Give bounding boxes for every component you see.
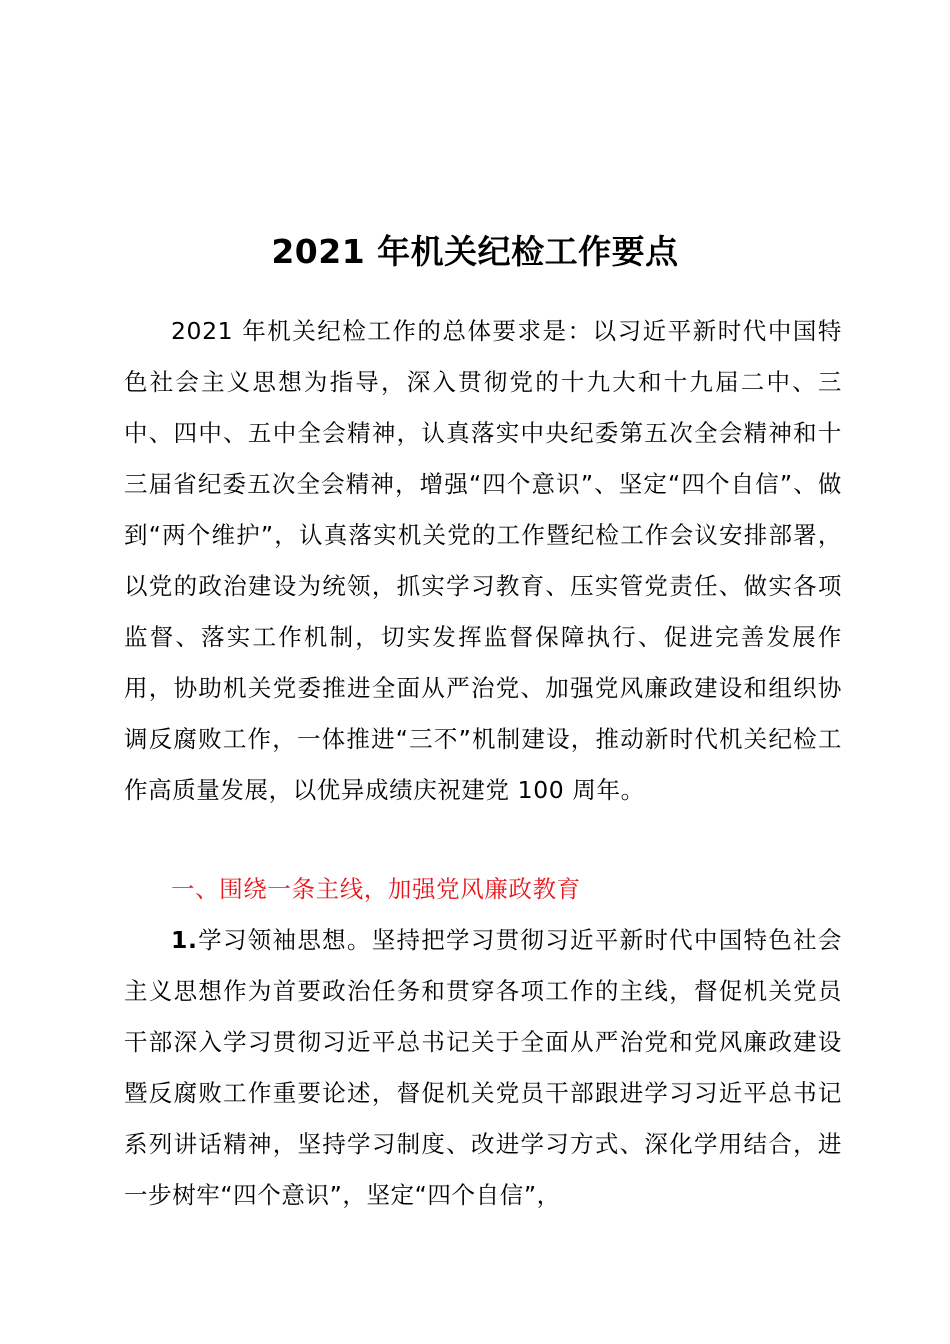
item-paragraph-block (124, 915, 842, 1221)
document-title: 2021 年机关纪检工作要点 (271, 232, 679, 271)
section-heading-block (124, 864, 842, 915)
intro-paragraph-block (124, 306, 842, 816)
item-number: 1. (171, 926, 198, 954)
item-text: 学习领袖思想。坚持把学习贯彻习近平新时代中国特色社会主义思想作为首要政治任务和贯穿各项工作的主线，督促机关党员干部深入学习贯彻习近平总书记关于全面从严治党和党风廉政建设暨反腐败工作重要论述，督促机关党员干部跟进学习习近平总书记系列讲话精神，坚持学习制度、改进学习方式、深化学用结合，进一步树牢“四个意识”，坚定“四个自信”， (124, 926, 842, 1209)
intro-paragraph: 2021 年机关纪检工作的总体要求是：以习近平新时代中国特色社会主义思想为指导，深入贯彻党的十九大和十九届二中、三中、四中、五中全会精神，认真落实中央纪委第五次全会精神和十三届省纪委五次全会精神，增强“四个意识”、坚定“四个自信”、做到“两个维护”，认真落实机关党的工作暨纪检工作会议安排部署，以党的政治建设为统领，抓实学习教育、压实管党责任、做实各项监督、落实工作机制，切实发挥监督保障执行、促进完善发展作用，协助机关党委推进全面从严治党、加强党风廉政建设和组织协调反腐败工作，一体推进“三不”机制建设，推动新时代机关纪检工作高质量发展，以优异成绩庆祝建党 100 周年。 (124, 317, 842, 804)
section-heading: 一、围绕一条主线，加强党风廉政教育 (171, 875, 581, 903)
item-paragraph (124, 915, 842, 1221)
